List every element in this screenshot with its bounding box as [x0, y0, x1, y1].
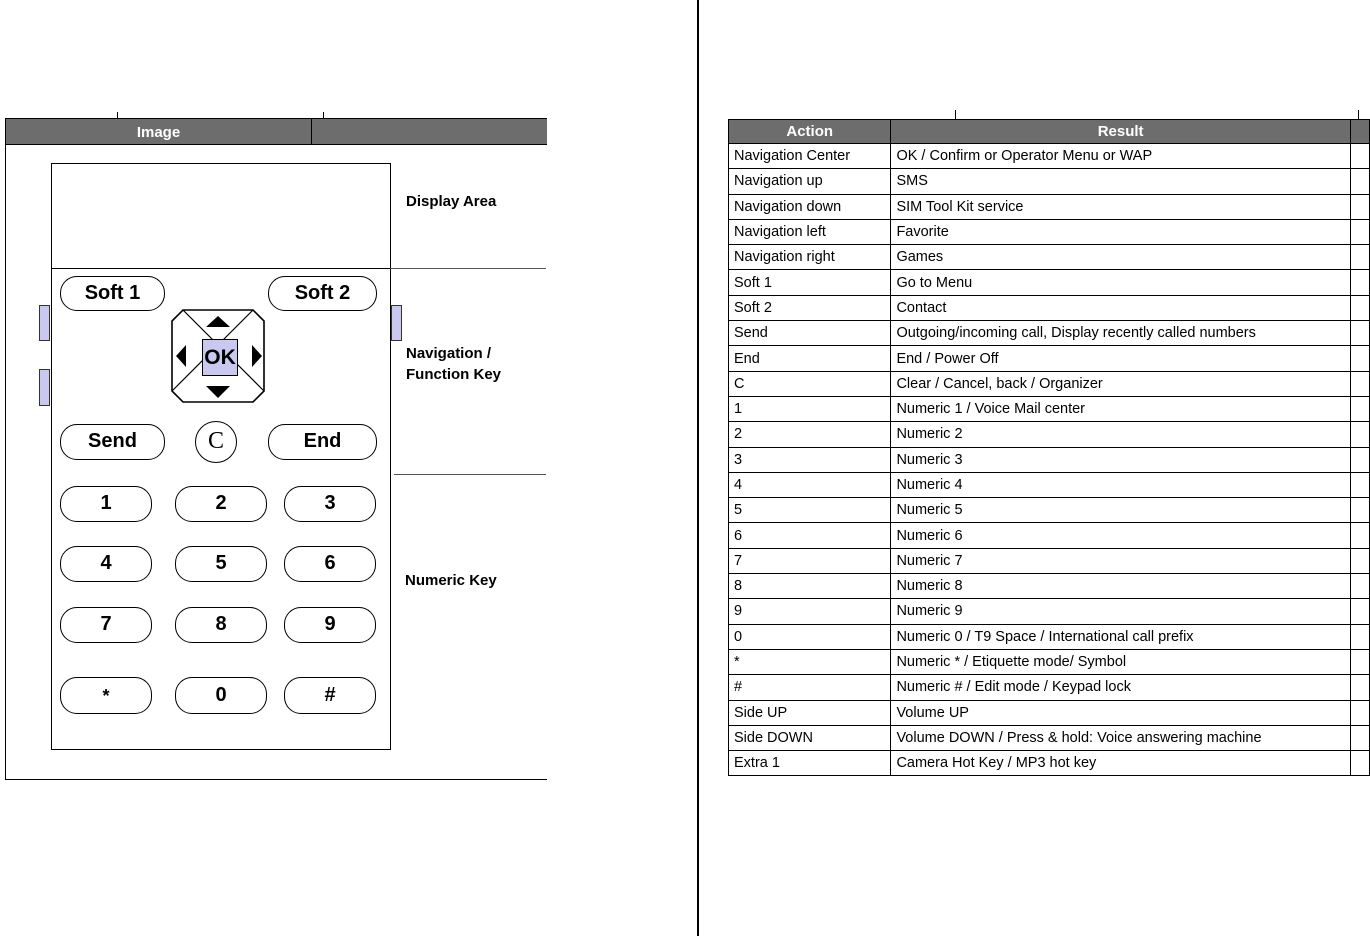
action-cell: 4: [729, 472, 891, 497]
table-row: [729, 295, 1370, 320]
action-cell: Navigation right: [729, 245, 891, 270]
table-row: [729, 321, 1370, 346]
result-cell: Outgoing/incoming call, Display recently called numbers: [891, 321, 1350, 346]
extra-cell: [1350, 219, 1369, 244]
header-result: Result: [891, 120, 1350, 144]
key-0[interactable]: 0: [175, 677, 267, 714]
action-cell: 6: [729, 523, 891, 548]
action-cell: C: [729, 371, 891, 396]
table-row: [729, 422, 1370, 447]
action-cell: Navigation down: [729, 194, 891, 219]
result-cell: Volume DOWN / Press & hold: Voice answering machine: [891, 725, 1350, 750]
side-key-up[interactable]: [39, 305, 50, 341]
key-2[interactable]: 2: [175, 486, 267, 522]
action-cell: 7: [729, 548, 891, 573]
action-cell: 2: [729, 422, 891, 447]
key-4[interactable]: 4: [60, 546, 152, 582]
table-row: [729, 498, 1370, 523]
soft1-key[interactable]: Soft 1: [60, 276, 165, 311]
result-cell: SIM Tool Kit service: [891, 194, 1350, 219]
header-extra: [1350, 120, 1369, 144]
result-cell: Go to Menu: [891, 270, 1350, 295]
ok-key[interactable]: OK: [202, 339, 238, 376]
result-cell: Numeric 1 / Voice Mail center: [891, 396, 1350, 421]
table-row: [729, 346, 1370, 371]
soft2-key[interactable]: Soft 2: [268, 276, 377, 311]
extra-cell: [1350, 396, 1369, 421]
action-cell: 8: [729, 574, 891, 599]
result-cell: Numeric 3: [891, 447, 1350, 472]
table-row: [729, 649, 1370, 674]
extra-cell: [1350, 169, 1369, 194]
table-row: [729, 194, 1370, 219]
table-tick: [1358, 110, 1359, 119]
page-divider: [697, 0, 699, 936]
table-tick: [955, 110, 956, 119]
key-3[interactable]: 3: [284, 486, 376, 522]
end-key[interactable]: End: [268, 424, 377, 460]
action-cell: *: [729, 649, 891, 674]
figure-header: [6, 119, 547, 145]
result-cell: Favorite: [891, 219, 1350, 244]
table-row: [729, 675, 1370, 700]
extra-cell: [1350, 675, 1369, 700]
extra-key[interactable]: [391, 305, 402, 341]
zone-separator: [390, 268, 546, 269]
c-key[interactable]: C: [195, 421, 237, 463]
result-cell: Numeric 0 / T9 Space / International call prefix: [891, 624, 1350, 649]
extra-cell: [1350, 346, 1369, 371]
extra-cell: [1350, 245, 1369, 270]
action-cell: 5: [729, 498, 891, 523]
result-cell: Camera Hot Key / MP3 hot key: [891, 751, 1350, 776]
key-1[interactable]: 1: [60, 486, 152, 522]
action-cell: End: [729, 346, 891, 371]
header-action: Action: [729, 120, 891, 144]
key-9[interactable]: 9: [284, 607, 376, 643]
action-cell: #: [729, 675, 891, 700]
action-cell: Soft 1: [729, 270, 891, 295]
extra-cell: [1350, 700, 1369, 725]
key-5[interactable]: 5: [175, 546, 267, 582]
extra-cell: [1350, 498, 1369, 523]
extra-cell: [1350, 321, 1369, 346]
table-header-row: [729, 120, 1370, 144]
extra-cell: [1350, 574, 1369, 599]
table-row: [729, 523, 1370, 548]
result-cell: Numeric * / Etiquette mode/ Symbol: [891, 649, 1350, 674]
result-cell: Numeric 6: [891, 523, 1350, 548]
action-cell: 9: [729, 599, 891, 624]
extra-cell: [1350, 422, 1369, 447]
extra-cell: [1350, 751, 1369, 776]
result-cell: Numeric 5: [891, 498, 1350, 523]
result-cell: Volume UP: [891, 700, 1350, 725]
table-row: [729, 700, 1370, 725]
table-row: [729, 725, 1370, 750]
result-cell: Clear / Cancel, back / Organizer: [891, 371, 1350, 396]
action-cell: Side UP: [729, 700, 891, 725]
table-row: [729, 751, 1370, 776]
action-cell: Navigation up: [729, 169, 891, 194]
extra-cell: [1350, 472, 1369, 497]
key-6[interactable]: 6: [284, 546, 376, 582]
extra-cell: [1350, 295, 1369, 320]
navigation-function-label-2: Function Key: [406, 366, 502, 383]
result-cell: End / Power Off: [891, 346, 1350, 371]
action-cell: Soft 2: [729, 295, 891, 320]
table-row: [729, 245, 1370, 270]
extra-cell: [1350, 548, 1369, 573]
extra-cell: [1350, 599, 1369, 624]
table-row: [729, 548, 1370, 573]
table-row: [729, 447, 1370, 472]
table-row: [729, 144, 1370, 169]
action-cell: 3: [729, 447, 891, 472]
zone-separator: [394, 474, 546, 475]
side-key-down[interactable]: [39, 369, 50, 406]
table-row: [729, 270, 1370, 295]
extra-cell: [1350, 725, 1369, 750]
table-row: [729, 169, 1370, 194]
numeric-key-label: Numeric Key: [405, 572, 497, 589]
extra-cell: [1350, 447, 1369, 472]
extra-cell: [1350, 194, 1369, 219]
table-row: [729, 219, 1370, 244]
result-cell: Contact: [891, 295, 1350, 320]
display-area-border: [52, 268, 390, 269]
result-cell: SMS: [891, 169, 1350, 194]
result-cell: Numeric 9: [891, 599, 1350, 624]
action-cell: Extra 1: [729, 751, 891, 776]
table-row: [729, 472, 1370, 497]
send-key[interactable]: Send: [60, 424, 165, 460]
table-row: [729, 574, 1370, 599]
extra-cell: [1350, 144, 1369, 169]
action-cell: 1: [729, 396, 891, 421]
navigation-function-label-1: Navigation /: [406, 345, 492, 362]
table-row: [729, 624, 1370, 649]
key-star[interactable]: *: [60, 677, 152, 714]
result-cell: Numeric 7: [891, 548, 1350, 573]
result-cell: OK / Confirm or Operator Menu or WAP: [891, 144, 1350, 169]
result-cell: Numeric 2: [891, 422, 1350, 447]
extra-cell: [1350, 523, 1369, 548]
extra-cell: [1350, 649, 1369, 674]
action-cell: 0: [729, 624, 891, 649]
key-hash[interactable]: #: [284, 677, 376, 714]
action-cell: Navigation left: [729, 219, 891, 244]
key-8[interactable]: 8: [175, 607, 267, 643]
header-image: Image: [136, 124, 181, 141]
result-cell: Numeric # / Edit mode / Keypad lock: [891, 675, 1350, 700]
table-row: [729, 599, 1370, 624]
key-7[interactable]: 7: [60, 607, 152, 643]
result-cell: Numeric 8: [891, 574, 1350, 599]
result-cell: Games: [891, 245, 1350, 270]
action-cell: Side DOWN: [729, 725, 891, 750]
display-area-label: Display Area: [406, 193, 497, 210]
extra-cell: [1350, 270, 1369, 295]
header-second: [312, 119, 547, 144]
action-cell: Navigation Center: [729, 144, 891, 169]
action-cell: Send: [729, 321, 891, 346]
table-row: [729, 396, 1370, 421]
result-cell: Numeric 4: [891, 472, 1350, 497]
extra-cell: [1350, 624, 1369, 649]
key-action-table: [728, 119, 1370, 776]
extra-cell: [1350, 371, 1369, 396]
table-row: [729, 371, 1370, 396]
